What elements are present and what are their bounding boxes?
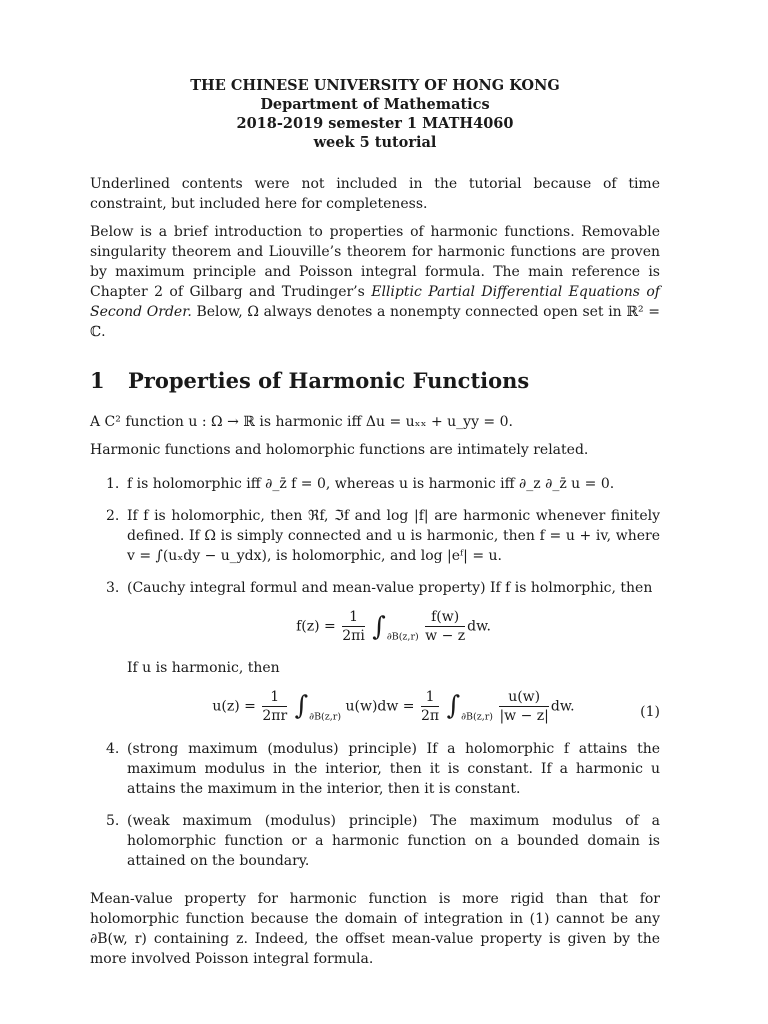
department-name: Department of Mathematics xyxy=(260,96,490,113)
formula-lhs: f(z) = xyxy=(296,618,336,635)
fraction-numerator: f(w) xyxy=(425,608,465,627)
item-text: (weak maximum (modulus) principle) The maximum modulus of a holomorphic function or a harmonic function on a bounded domain is attained on the boundary. xyxy=(127,813,660,869)
relation-statement: Harmonic functions and holomorphic functions are intimately related. xyxy=(90,442,589,458)
item-text: If f is holomorphic, then ℜf, ℑf and log |f| are harmonic whenever finitely defined. If Ω is simply connected and u is harmonic, then f = u + iv, where v = ∫(uₓdy − u_ydx), is holomorphic, and log |eᶠ| = u. xyxy=(127,508,660,564)
fraction-numerator: 1 xyxy=(342,608,365,627)
fraction-denominator: 2π xyxy=(421,707,440,724)
coefficient-fraction xyxy=(421,688,439,725)
integration-domain: ∂B(z,r) xyxy=(386,631,419,643)
differential: dw. xyxy=(467,618,491,635)
integrand-fraction xyxy=(499,688,548,725)
item-number: 1. xyxy=(106,476,120,492)
formula-middle: u(w)dw = xyxy=(345,698,415,714)
intro-text-end: Below, Ω always denotes a nonempty connected open set in ℝ² = ℂ. xyxy=(90,304,660,340)
item-number: 4. xyxy=(106,741,120,757)
harmonic-intro: If u is harmonic, then xyxy=(127,659,280,676)
item-text: (strong maximum (modulus) principle) If a holomorphic f attains the maximum modulus in the interior, then it is constant. If a harmonic u attains the maximum in the interior, then it is constant. xyxy=(127,741,660,797)
fraction-denominator: w − z xyxy=(425,628,466,644)
item-text: f is holomorphic iff ∂_z̄ f = 0, whereas u is harmonic iff ∂_z ∂_z̄ u = 0. xyxy=(127,476,615,492)
cauchy-integral-formula xyxy=(127,608,660,648)
item-number: 2. xyxy=(106,508,120,524)
differential: dw. xyxy=(550,698,575,714)
document-header xyxy=(90,76,660,152)
tutorial-week: week 5 tutorial xyxy=(313,134,437,151)
section-number: 1 xyxy=(90,368,105,393)
section-title: Properties of Harmonic Functions xyxy=(128,368,530,393)
list-item xyxy=(90,474,660,494)
integration-domain: ∂B(z,r) xyxy=(461,711,493,722)
intro-note: Underlined contents were not included in the tutorial because of time constraint, but included here for completeness. xyxy=(90,176,660,212)
mean-value-formula xyxy=(127,688,660,728)
document-page xyxy=(90,76,660,977)
item-number: 5. xyxy=(106,813,120,829)
fraction-denominator: |w − z| xyxy=(499,707,549,724)
list-item xyxy=(90,811,660,871)
equation-number: (1) xyxy=(640,703,660,720)
harmonic-definition: A C² function u : Ω → ℝ is harmonic iff Δu = uₓₓ + u_yy = 0. xyxy=(90,414,513,430)
fraction-denominator: 2πi xyxy=(342,628,365,644)
fraction-numerator: 1 xyxy=(262,688,287,707)
fraction-numerator: 1 xyxy=(421,688,439,707)
item-text: (Cauchy integral formul and mean-value property) If f is holmorphic, then xyxy=(127,580,653,596)
intro-paragraph xyxy=(90,222,660,342)
fraction-numerator: u(w) xyxy=(499,688,548,707)
list-item xyxy=(90,578,660,727)
course-semester: 2018-2019 semester 1 MATH4060 xyxy=(236,115,514,132)
integral-sign: ∫ xyxy=(446,691,461,721)
integral-sign: ∫ xyxy=(294,691,309,721)
coefficient-fraction xyxy=(342,608,365,645)
properties-list xyxy=(90,474,660,871)
integration-domain: ∂B(z,r) xyxy=(309,711,342,722)
formula-lhs: u(z) = xyxy=(212,698,256,714)
fraction-denominator: 2πr xyxy=(262,707,288,724)
section-heading xyxy=(90,368,660,394)
integral-sign: ∫ xyxy=(372,611,386,642)
integrand-fraction xyxy=(425,608,465,645)
coefficient-fraction xyxy=(262,688,287,725)
list-item xyxy=(90,739,660,799)
intro-text: Below is a brief introduction to properties of harmonic functions. Removable singularity theorem and Liouville’s theorem for harmonic functions are proven by maximum principle and Poisson integral formula. The main reference is Chapter 2 of Gilbarg and Trudinger’s xyxy=(90,224,660,300)
closing-paragraph: Mean-value property for harmonic function is more rigid than that for holomorphic function because the domain of integration in (1) cannot be any ∂B(w, r) containing z. Indeed, the offset mean-value property is given by the more involved Poisson integral formula. xyxy=(90,891,660,967)
item-number: 3. xyxy=(106,580,120,596)
list-item xyxy=(90,506,660,566)
reference-title: Elliptic Partial Differential Equations of Second Order. xyxy=(90,284,660,320)
university-name: THE CHINESE UNIVERSITY OF HONG KONG xyxy=(190,77,560,94)
